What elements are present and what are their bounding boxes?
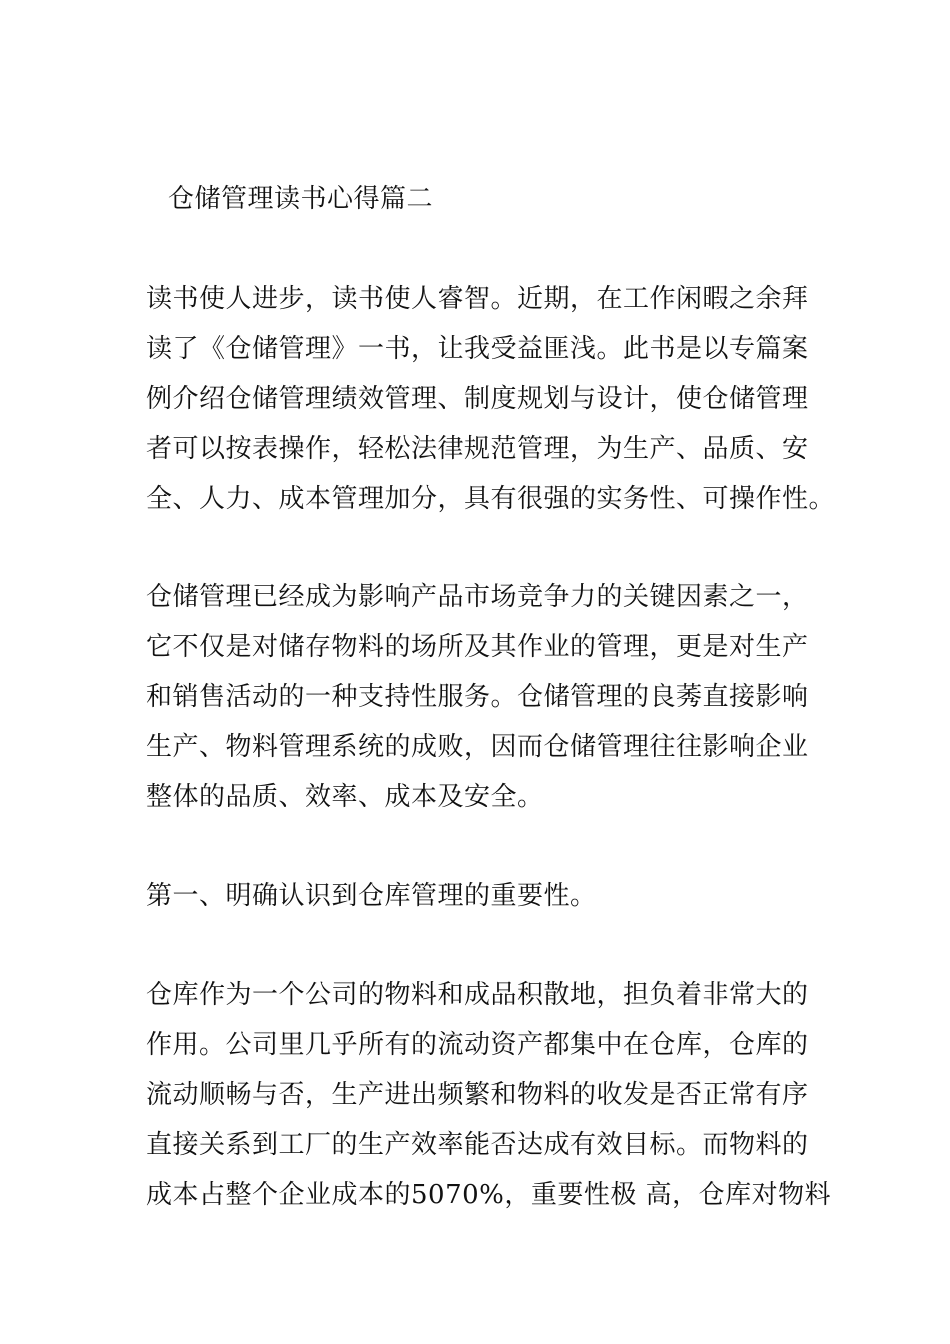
paragraph-4-line-2: 作用。公司里几乎所有的流动资产都集中在仓库，仓库的	[146, 1030, 809, 1060]
paragraph-1-line-2: 读了《仓储管理》一书，让我受益匪浅。此书是以专篇案	[146, 334, 809, 364]
paragraph-4-line-5: 成本占整个企业成本的5070%，重要性极 高，仓库对物料	[146, 1180, 832, 1210]
paragraph-2-line-4: 生产、物料管理系统的成败，因而仓储管理往往影响企业	[146, 732, 809, 762]
paragraph-2-line-1: 仓储管理已经成为影响产品市场竞争力的关键因素之一，	[146, 582, 809, 612]
document-title: 仓储管理读书心得篇二	[168, 184, 434, 214]
paragraph-4-line-1: 仓库作为一个公司的物料和成品积散地，担负着非常大的	[146, 980, 809, 1010]
paragraph-1-line-5: 全、人力、成本管理加分，具有很强的实务性、可操作性。	[146, 484, 836, 514]
paragraph-4-line-3: 流动顺畅与否，生产进出频繁和物料的收发是否正常有序	[146, 1080, 809, 1110]
paragraph-1-line-4: 者可以按表操作，轻松法律规范管理，为生产、品质、安	[146, 434, 809, 464]
paragraph-2-line-3: 和销售活动的一种支持性服务。仓储管理的良莠直接影响	[146, 682, 809, 712]
paragraph-2-line-5: 整体的品质、效率、成本及安全。	[146, 782, 544, 812]
paragraph-2-line-2: 它不仅是对储存物料的场所及其作业的管理，更是对生产	[146, 632, 809, 662]
section-heading-1: 第一、明确认识到仓库管理的重要性。	[146, 881, 597, 911]
paragraph-1-line-1: 读书使人进步，读书使人睿智。近期，在工作闲暇之余拜	[146, 284, 809, 314]
paragraph-1-line-3: 例介绍仓储管理绩效管理、制度规划与设计，使仓储管理	[146, 384, 809, 414]
paragraph-4-line-4: 直接关系到工厂的生产效率能否达成有效目标。而物料的	[146, 1130, 809, 1160]
